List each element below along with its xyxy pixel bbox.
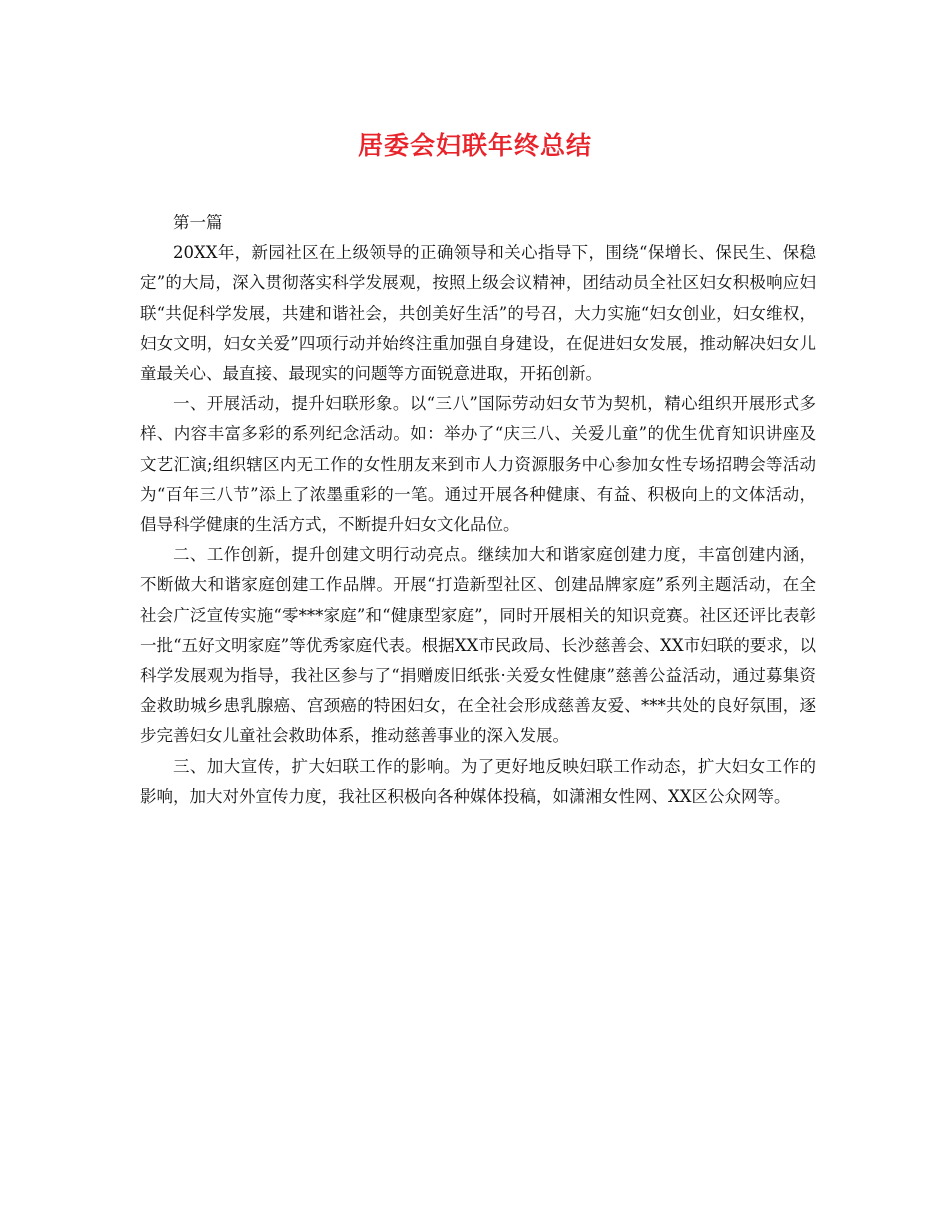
- paragraph-publicity: 三、加大宣传，扩大妇联工作的影响。为了更好地反映妇联工作动态，扩大妇女工作的影响，加大对外宣传力度，我社区积极向各种媒体投稿，如潇湘女性网、XX区公众网等。: [140, 756, 816, 806]
- paragraph-activities: 一、开展活动，提升妇联形象。以“三八”国际劳动妇女节为契机，精心组织开展形式多样、内容丰富多彩的系列纪念活动。如：举办了“庆三八、关爱儿童”的优生优育知识讲座及文艺汇演;组织辖区内无工作的女性朋友来到市人力资源服务中心参加女性专场招聘会等活动为“百年三八节”添上了浓墨重彩的一笔。通过开展各种健康、有益、积极向上的文体活动，倡导科学健康的生活方式，不断提升妇女文化品位。: [140, 394, 816, 535]
- document-body: [140, 208, 816, 812]
- section-heading: 第一篇: [173, 213, 223, 232]
- document-title: 居委会妇联年终总结: [357, 131, 592, 160]
- paragraph-intro: 20XX年，新园社区在上级领导的正确领导和关心指导下，围绕“保增长、保民生、保稳定”的大局，深入贯彻落实科学发展观，按照上级会议精神，团结动员全社区妇女积极响应妇联“共促科学发展，共建和谐社会，共创美好生活”的号召，大力实施“妇女创业，妇女维权，妇女文明，妇女关爱”四项行动并始终注重加强自身建设，在促进妇女发展，推动解决妇女儿童最关心、最直接、最现实的问题等方面锐意进取，开拓创新。: [140, 243, 816, 384]
- paragraph-innovation: 二、工作创新，提升创建文明行动亮点。继续加大和谐家庭创建力度，丰富创建内涵，不断做大和谐家庭创建工作品牌。开展“打造新型社区、创建品牌家庭”系列主题活动，在全社会广泛宣传实施“零***家庭”和“健康型家庭”，同时开展相关的知识竞赛。社区还评比表彰一批“五好文明家庭”等优秀家庭代表。根据XX市民政局、长沙慈善会、XX市妇联的要求，以科学发展观为指导，我社区参与了“捐赠废旧纸张·关爱女性健康”慈善公益活动，通过募集资金救助城乡患乳腺癌、宫颈癌的特困妇女，在全社会形成慈善友爱、***共处的良好氛围，逐步完善妇女儿童社会救助体系，推动慈善事业的深入发展。: [140, 545, 816, 746]
